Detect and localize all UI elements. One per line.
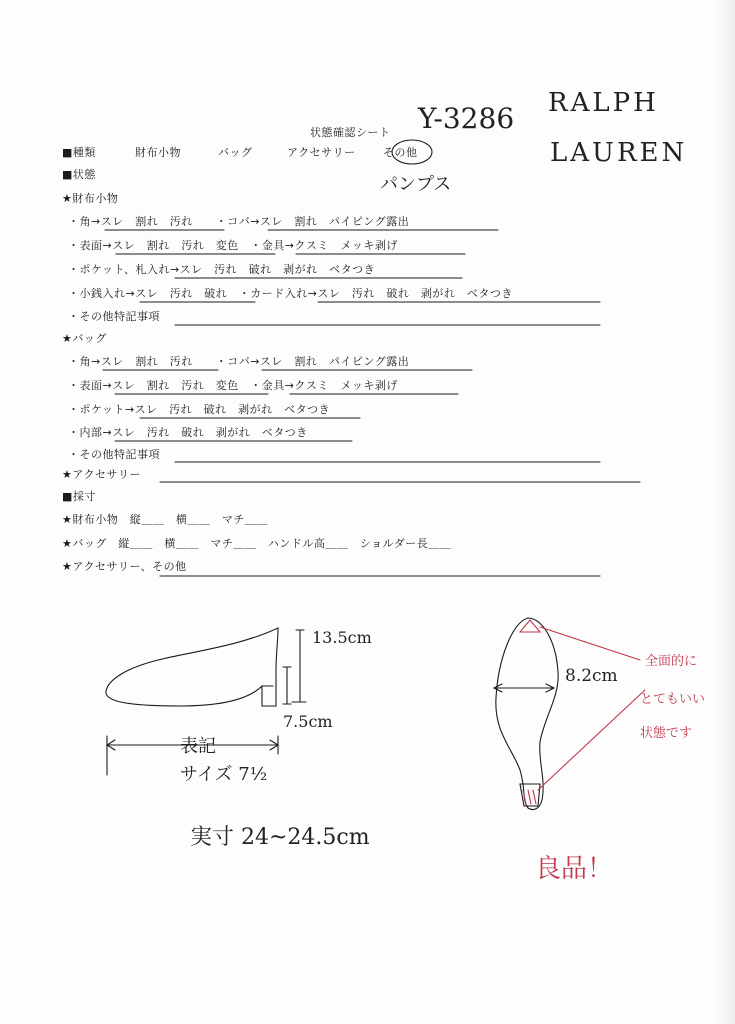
label-size: サイズ 7½ — [180, 764, 268, 785]
note-line-3: 状態です — [640, 726, 693, 741]
total-height: 13.5cm — [312, 628, 372, 647]
measure-head: ■採寸 — [62, 490, 96, 503]
type-item-accessory: アクセサリー — [287, 146, 356, 159]
type-item-other: その他 — [383, 146, 418, 159]
wallet-line-surface: ・表面→スレ 割れ 汚れ 変色 ・金具→クスミ メッキ剥げ — [68, 239, 398, 252]
actual-size: 実寸 24~24.5cm — [190, 825, 370, 850]
note-line-2: とてもいい — [640, 692, 706, 707]
type-item-bag: バッグ — [218, 146, 253, 159]
type-item-wallet: 財布小物 — [135, 146, 181, 159]
wallet-head: ★財布小物 — [62, 192, 119, 205]
bag-line-notes: ・その他特記事項 — [68, 448, 160, 461]
wallet-line-coin: ・小銭入れ→スレ 汚れ 破れ ・カード入れ→スレ 汚れ 破れ 剥がれ ベタつき — [68, 287, 513, 300]
status-head: ■状態 — [62, 168, 96, 181]
insole-width: 8.2cm — [565, 666, 618, 686]
heel-height: 7.5cm — [283, 712, 333, 731]
condition-rating: 良品！ — [535, 854, 614, 884]
wallet-line-notes: ・その他特記事項 — [68, 310, 160, 323]
sheet-title: 状態確認シート — [310, 126, 391, 139]
label-size-head: 表記 — [180, 736, 216, 757]
wallet-line-corner: ・角→スレ 割れ 汚れ ・コバ→スレ 割れ パイピング露出 — [68, 215, 410, 228]
brand-line-1: RALPH — [548, 88, 659, 118]
bag-line-inside: ・内部→スレ 汚れ 破れ 剥がれ ベタつき — [68, 426, 308, 439]
wallet-line-pocket: ・ポケット、札入れ→スレ 汚れ 破れ 剥がれ ベタつき — [68, 263, 376, 276]
item-code: Y-3286 — [418, 102, 515, 135]
type-row-head: ■種類 — [62, 146, 96, 159]
note-line-1: 全面的に — [645, 654, 698, 669]
measure-wallet: ★財布小物 縦＿＿ 横＿＿ マチ＿＿ — [62, 513, 268, 526]
measure-accessory: ★アクセサリー、その他 — [62, 560, 187, 573]
bag-head: ★バッグ — [62, 332, 107, 345]
brand-line-2: LAUREN — [550, 138, 688, 168]
category-handwritten: パンプス — [380, 174, 452, 195]
measure-bag: ★バッグ 縦＿＿ 横＿＿ マチ＿＿ ハンドル高＿＿ ショルダー長＿＿ — [62, 537, 452, 550]
accessory-head: ★アクセサリー — [62, 468, 142, 481]
bag-line-pocket: ・ポケット→スレ 汚れ 破れ 剥がれ ベタつき — [68, 403, 331, 416]
bag-line-corner: ・角→スレ 割れ 汚れ ・コバ→スレ 割れ パイピング露出 — [68, 355, 410, 368]
bag-line-surface: ・表面→スレ 割れ 汚れ 変色 ・金具→クスミ メッキ剥げ — [68, 379, 398, 392]
